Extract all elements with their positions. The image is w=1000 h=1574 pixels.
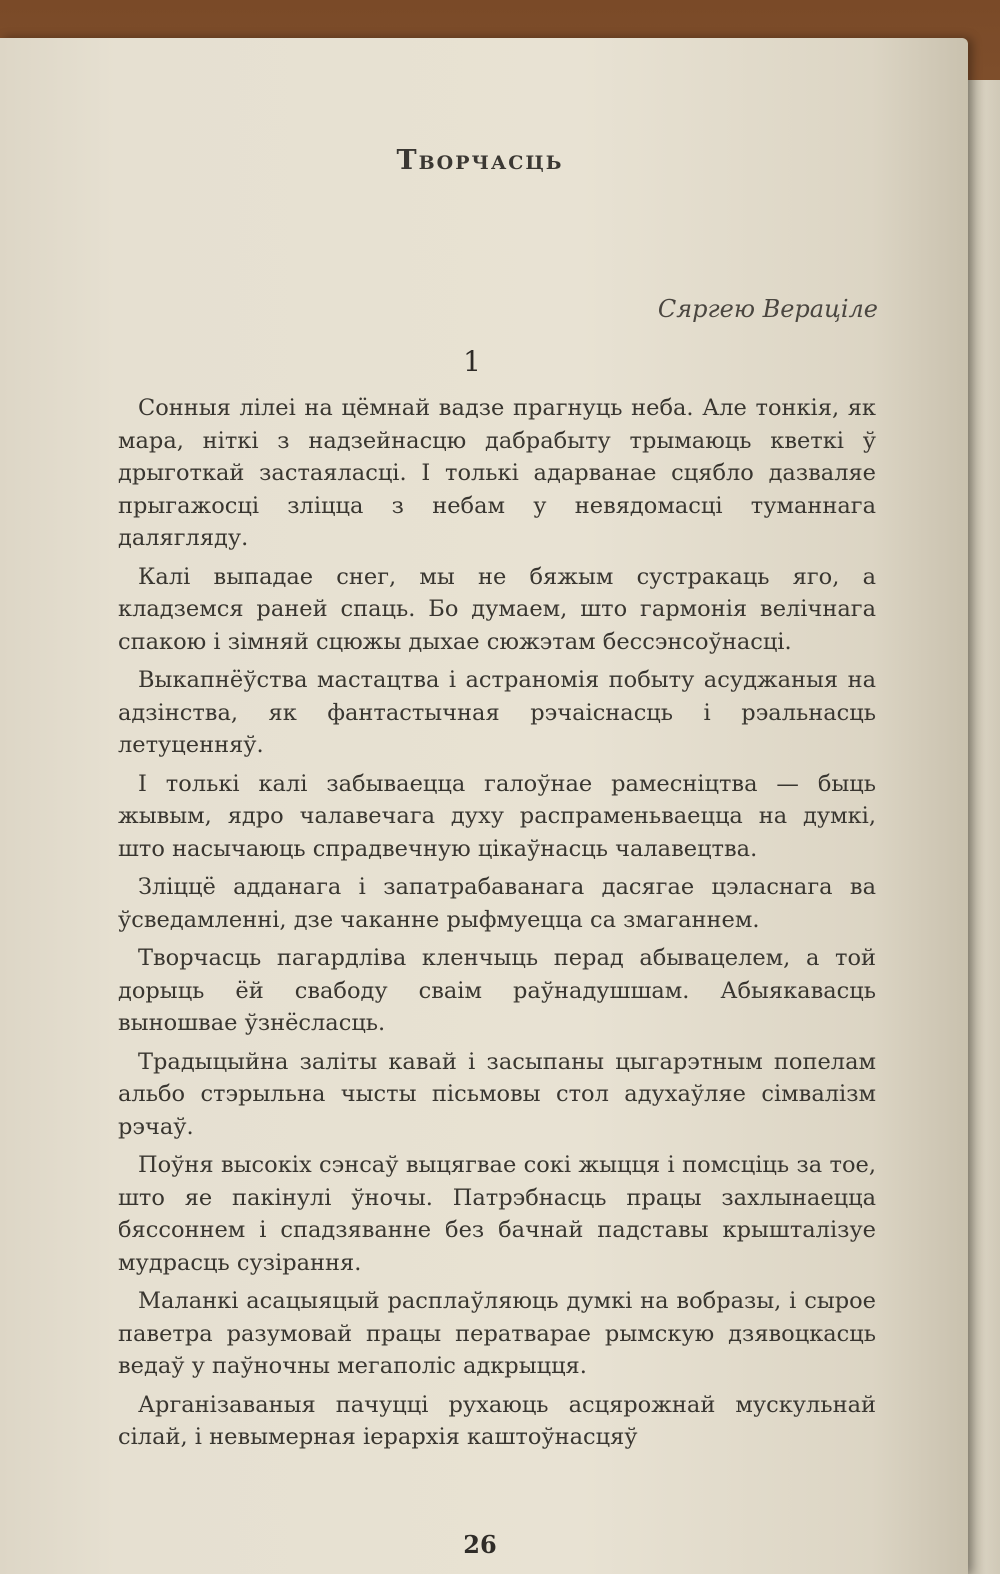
page-number: 26 — [463, 1530, 497, 1559]
paragraph: Выкапнёўства мастацтва і астраномія побыту асуджаныя на адзінства, як фантастычная рэчаіснасць і рэальнасць летуценняў. — [118, 667, 876, 758]
body-text — [118, 392, 876, 1460]
paragraph: Калі выпадае снег, мы не бяжым сустракаць яго, а кладземся раней спаць. Бо думаем, што гармонія велічнага спакою і зімняй сцюжы дыхае сюжэтам бессэнсоўнасці. — [118, 563, 876, 655]
page-title: Творчасць — [396, 145, 564, 176]
paragraph: І толькі калі забываецца галоўнае рамесніцтва — быць жывым, ядро чалавечага духу распраменьваецца на думкі, што насычаюць спрадвечную цікаўнасць чалавецтва. — [118, 770, 876, 862]
section-number: 1 — [463, 345, 481, 378]
paragraph: Маланкі асацыяцый расплаўляюць думкі на вобразы, і сырое паветра разумовай працы ператварае рымскую дзявоцкасць ведаў у паўночны мегаполіс адкрыцця. — [118, 1288, 876, 1379]
paragraph: Арганізаваныя пачуцці рухаюць асцярожнай мускульнай сілай, і невымерная іерархія каштоўнасцяў — [118, 1391, 876, 1450]
paragraph: Поўня высокіх сэнсаў выцягвае сокі жыцця і помсціць за тое, што яе пакінулі ўночы. Патрэбнасць працы захлынаецца бяссоннем і спадзяванне без бачнай падставы крышталізуе мудрасць сузірання. — [118, 1152, 876, 1276]
paragraph: Сонныя лілеі на цёмнай вадзе прагнуць неба. Але тонкія, як мара, ніткі з надзейнасцю дабрабыту трымаюць кветкі ў дрыготкай застаяласці. І толькі адарванае сцябло дазваляе прыгажосці зліцца з небам у невядомасці туманнага далягляду. — [118, 395, 876, 551]
paragraph: Творчасць пагардліва кленчыць перад абывацелем, а той дорыць ёй свабоду сваім раўнадушшам. Абыякавасць выношвае ўзнёсласць. — [118, 945, 876, 1036]
paragraph: Зліццё адданага і запатрабаванага дасягае цэласнага ва ўсведамленні, дзе чаканне рыфмуецца са змаганнем. — [118, 874, 876, 933]
paragraph: Традыцыйна заліты кавай і засыпаны цыгарэтным попелам альбо стэрыльна чысты пісьмовы стол адухаўляе сімвалізм рэчаў. — [118, 1048, 876, 1140]
dedication: Сяргею Вераціле — [657, 295, 878, 323]
